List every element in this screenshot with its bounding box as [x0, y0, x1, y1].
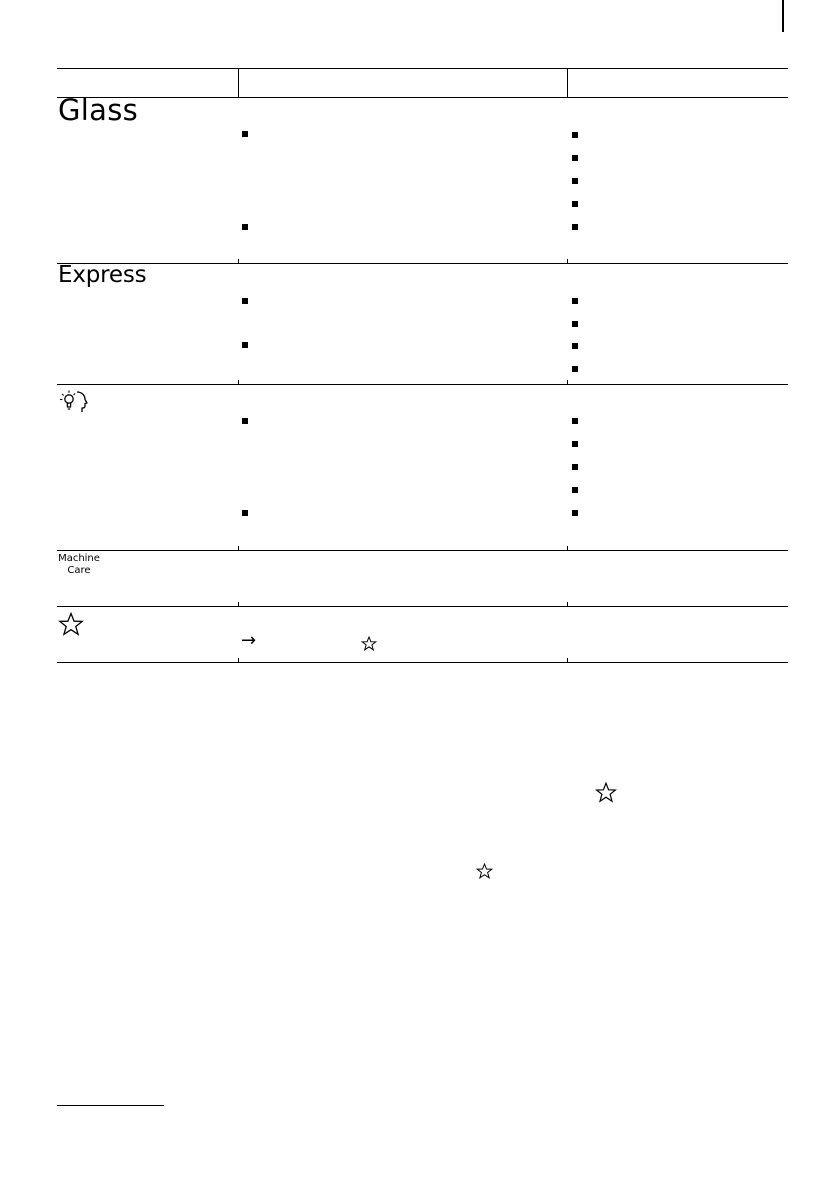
- col-sep-tick: [567, 602, 568, 607]
- col-sep-tick: [238, 546, 239, 551]
- list-bullet: [572, 487, 578, 493]
- list-bullet: [572, 132, 578, 138]
- list-bullet: [572, 510, 578, 516]
- programme-glass-label: Glass: [58, 93, 139, 127]
- table-header-top-rule: [57, 68, 788, 69]
- machine-care-line1: Machine: [58, 553, 100, 564]
- row-divider-intensive-machinecare: [57, 550, 788, 551]
- col-sep-tick: [238, 602, 239, 607]
- list-bullet: [242, 224, 248, 230]
- list-bullet: [572, 224, 578, 230]
- programme-express-label: Express: [58, 262, 147, 288]
- col-sep-tick: [567, 658, 568, 663]
- list-bullet: [242, 131, 248, 137]
- list-bullet: [572, 464, 578, 470]
- favourite-star-icon: [58, 612, 84, 636]
- col-sep-tick: [567, 380, 568, 385]
- list-bullet: [572, 298, 578, 304]
- list-bullet: [242, 298, 248, 304]
- row-divider-glass-express: [57, 263, 788, 264]
- list-bullet: [572, 418, 578, 424]
- lightbulb-head-icon: [57, 389, 89, 415]
- list-bullet: [572, 441, 578, 447]
- header-col-sep-1: [238, 68, 239, 98]
- list-bullet: [242, 418, 248, 424]
- star-icon: [595, 782, 617, 803]
- header-col-sep-2: [567, 68, 568, 98]
- list-bullet: [242, 510, 248, 516]
- list-bullet: [572, 343, 578, 349]
- row-divider-machinecare-favourite: [57, 606, 788, 607]
- list-bullet: [572, 321, 578, 327]
- list-bullet: [572, 201, 578, 207]
- col-sep-tick: [238, 658, 239, 663]
- list-bullet: [572, 178, 578, 184]
- row-divider-express-intensive: [57, 384, 788, 385]
- col-sep-tick: [567, 546, 568, 551]
- col-sep-tick: [567, 259, 568, 264]
- list-bullet: [572, 366, 578, 372]
- machine-care-line2: Care: [67, 565, 91, 576]
- star-icon: [361, 636, 377, 651]
- page-edge-mark: [782, 0, 784, 32]
- table-header-bottom-rule: [57, 97, 788, 98]
- col-sep-tick: [238, 380, 239, 385]
- programme-machine-care-label: [58, 553, 100, 577]
- list-bullet: [572, 155, 578, 161]
- table-bottom-rule: [57, 662, 788, 663]
- col-sep-tick: [238, 259, 239, 264]
- star-icon: [476, 863, 493, 879]
- instruction-arrow: →: [241, 630, 257, 651]
- list-bullet: [242, 342, 248, 348]
- footnote-separator: [57, 1105, 164, 1106]
